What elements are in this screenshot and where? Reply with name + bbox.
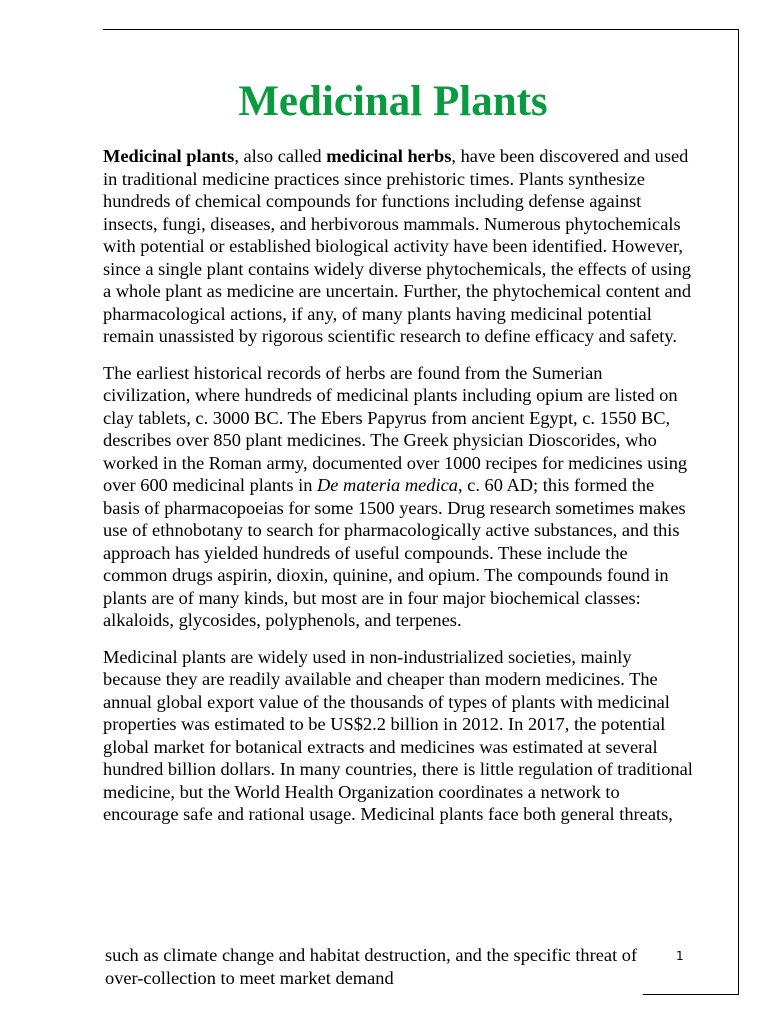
page-border-top bbox=[103, 29, 739, 30]
paragraph-3: Medicinal plants are widely used in non-industrialized societies, mainly because they are readily available and cheaper than modern medicines. The annual global export value of the thousands of types of plants with medicinal properties was estimated to be US$2.2 billion in 2012. In 2017, the potential global market for botanical extracts and medicines was estimated at several hundred billion dollars. In many countries, there is little regulation of traditional medicine, but the World Health Organization coordinates a network to encourage safe and rational usage. Medicinal plants face both general threats, bbox=[103, 646, 693, 824]
paragraph-2-text-a: The earliest historical records of herbs are found from the Sumerian civilization, where hundreds of medicinal plants including opium are listed on clay tablets, c. 3000 BC. The Ebers Papyrus from ancient Egypt, c. 1550 BC, describes over 850 plant medicines. The Greek physician Dioscorides, who worked in the Roman army, documented over 1000 recipes for medicines using over 600 medicinal plants in bbox=[103, 362, 688, 495]
page-border-right bbox=[738, 29, 739, 995]
paragraph-1 bbox=[103, 145, 693, 348]
document-body bbox=[103, 145, 693, 840]
paragraph-2-text-b: , c. 60 AD; this formed the basis of pharmacopoeias for some 1500 years. Drug research sometimes makes use of ethnobotany to search for pharmacologically active substances, and this approach has yielded hundreds of useful compounds. These include the common drugs aspirin, dioxin, quinine, and opium. The compounds found in plants are of many kinds, but most are in four major biochemical classes: alkaloids, glycosides, polyphenols, and terpenes. bbox=[103, 475, 686, 630]
term-medicinal-herbs: medicinal herbs bbox=[326, 146, 452, 166]
paragraph-2 bbox=[103, 362, 693, 632]
footer-text: such as climate change and habitat destruction, and the specific threat of over-collection to meet market demand bbox=[105, 945, 638, 988]
page-number: 1 bbox=[676, 949, 684, 963]
paragraph-1-text-b: , have been discovered and used in traditional medicine practices since prehistoric times. Plants synthesize hundreds of chemical compounds for functions including defense against insects, fungi, diseases, and herbivorous mammals. Numerous phytochemicals with potential or established biological activity have been identified. However, since a single plant contains widely diverse phytochemicals, the effects of using a whole plant as medicine are uncertain. Further, the phytochemical content and pharmacological actions, if any, of many plants having medicinal potential remain unassisted by rigorous scientific research to define efficacy and safety. bbox=[103, 146, 692, 346]
document-title: Medicinal Plants bbox=[238, 78, 548, 125]
page-border-bottom bbox=[643, 994, 739, 995]
paragraph-1-text-a: , also called bbox=[234, 146, 327, 166]
term-medicinal-plants: Medicinal plants bbox=[103, 146, 235, 166]
book-title-de-materia-medica: De materia medica bbox=[317, 475, 458, 495]
